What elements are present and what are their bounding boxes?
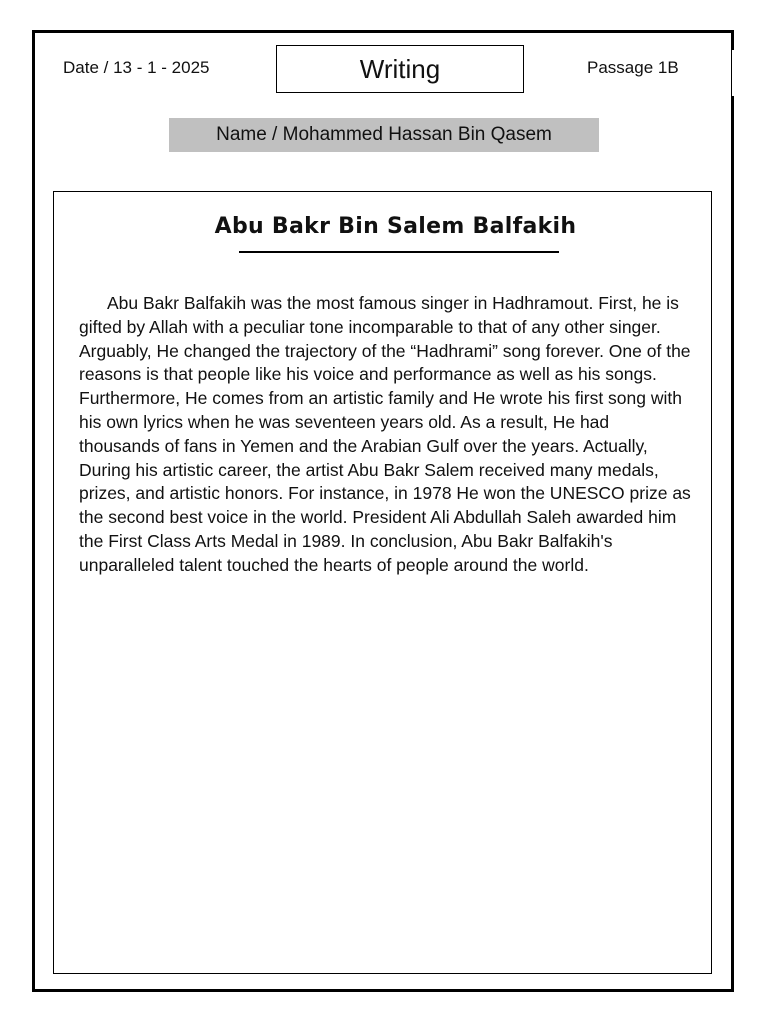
essay-title: Abu Bakr Bin Salem Balfakih	[214, 214, 577, 239]
passage-label: Passage 1B	[587, 58, 679, 77]
essay-body: Abu Bakr Balfakih was the most famous singer in Hadhramout. First, he is gifted by Allah with a peculiar tone incomparable to that of any other singer. Arguably, He changed the trajectory of the “Hadhrami” song forever. One of the reasons is that people like his voice and performance as well as his songs. Furthermore, He comes from an artistic family and He wrote his first song with his own lyrics when he was seventeen years old. As a result, He had thousands of fans in Yemen and the Arabian Gulf over the years. Actually, During his artistic career, the artist Abu Bakr Salem received many medals, prizes, and artistic honors. For instance, in 1978 He won the UNESCO prize as the second best voice in the world. President Ali Abdullah Saleh awarded him the First Class Arts Medal in 1989. In conclusion, Abu Bakr Balfakih's unparalleled talent touched the hearts of people around the world.	[79, 293, 691, 575]
worksheet-title: Writing	[359, 54, 441, 84]
date-label: Date / 13 - 1 - 2025	[63, 58, 210, 77]
title-box	[276, 45, 524, 93]
student-name: Name / Mohammed Hassan Bin Qasem	[216, 124, 552, 145]
border-gap	[732, 50, 738, 96]
title-underline	[239, 251, 559, 253]
name-bar	[169, 118, 599, 152]
